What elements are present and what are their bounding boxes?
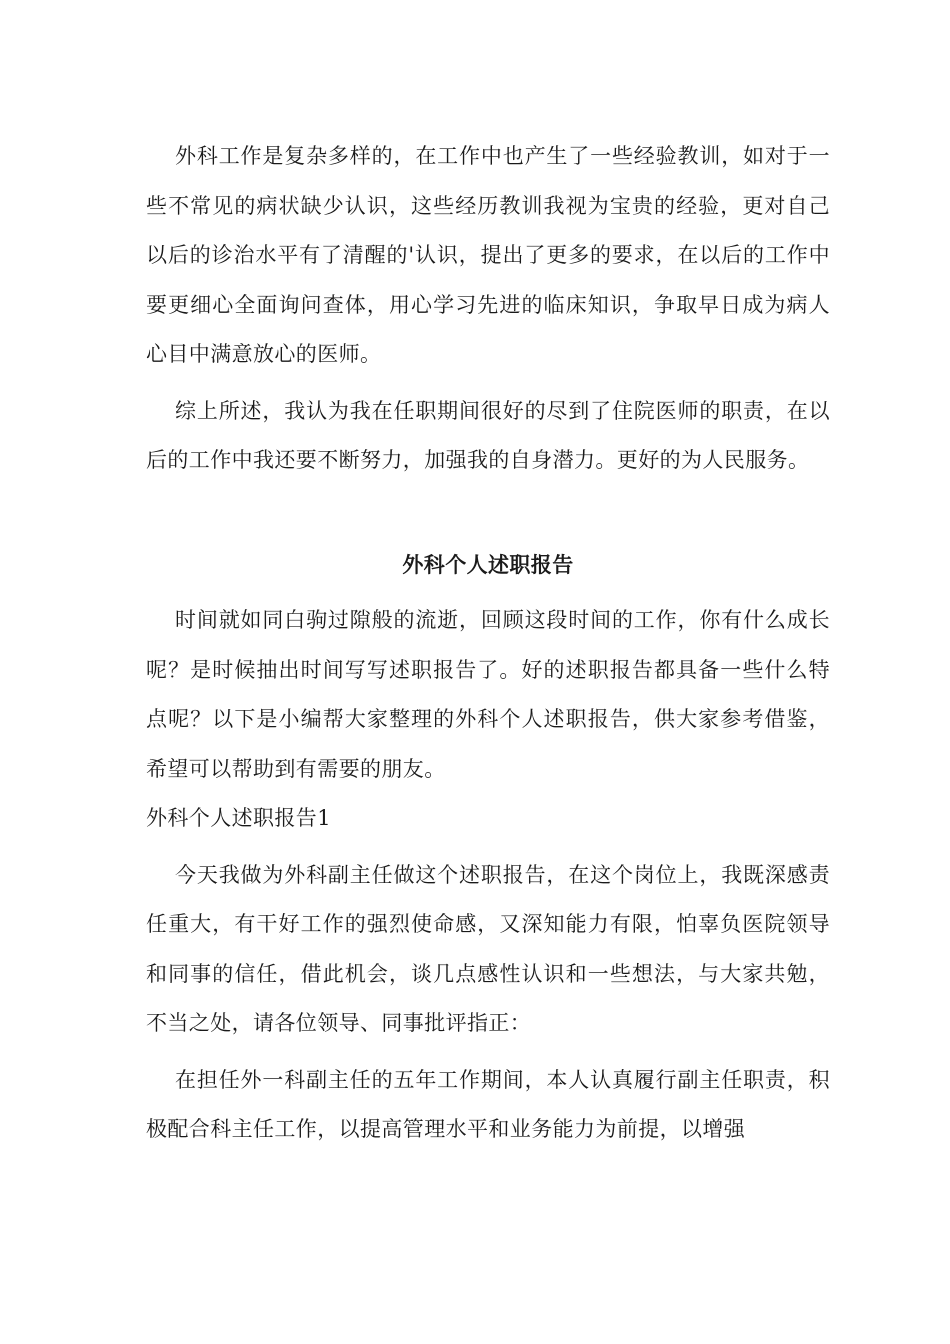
paragraph-summary: 综上所述，我认为我在任职期间很好的尽到了住院医师的职责，在以后的工作中我还要不断努力，加强我的自身潜力。更好的为人民服务。	[146, 398, 830, 472]
document-body	[146, 132, 830, 1155]
paragraph-opening: 今天我做为外科副主任做这个述职报告，在这个岗位上，我既深感责任重大，有干好工作的强烈使命感，又深知能力有限，怕辜负医院领导和同事的信任，借此机会，谈几点感性认识和一些想法，与大家共勉，不当之处，请各位领导、同事批评指正：	[146, 862, 830, 1035]
section-heading: 外科个人述职报告1	[146, 806, 331, 830]
paragraph-intro: 时间就如同白驹过隙般的流逝，回顾这段时间的工作，你有什么成长呢？是时候抽出时间写写述职报告了。好的述职报告都具备一些什么特点呢？以下是小编帮大家整理的外科个人述职报告，供大家参考借鉴，希望可以帮助到有需要的朋友。	[146, 608, 830, 781]
paragraph-experience: 外科工作是复杂多样的，在工作中也产生了一些经验教训，如对于一些不常见的病状缺少认识，这些经历教训我视为宝贵的经验，更对自己以后的诊治水平有了清醒的'认识，提出了更多的要求，在以后的工作中要更细心全面询问查体，用心学习先进的临床知识，争取早日成为病人心目中满意放心的医师。	[146, 144, 830, 366]
report-title: 外科个人述职报告	[402, 551, 574, 577]
paragraph-duties: 在担任外一科副主任的五年工作期间，本人认真履行副主任职责，积极配合科主任工作，以提高管理水平和业务能力为前提，以增强	[146, 1067, 830, 1141]
